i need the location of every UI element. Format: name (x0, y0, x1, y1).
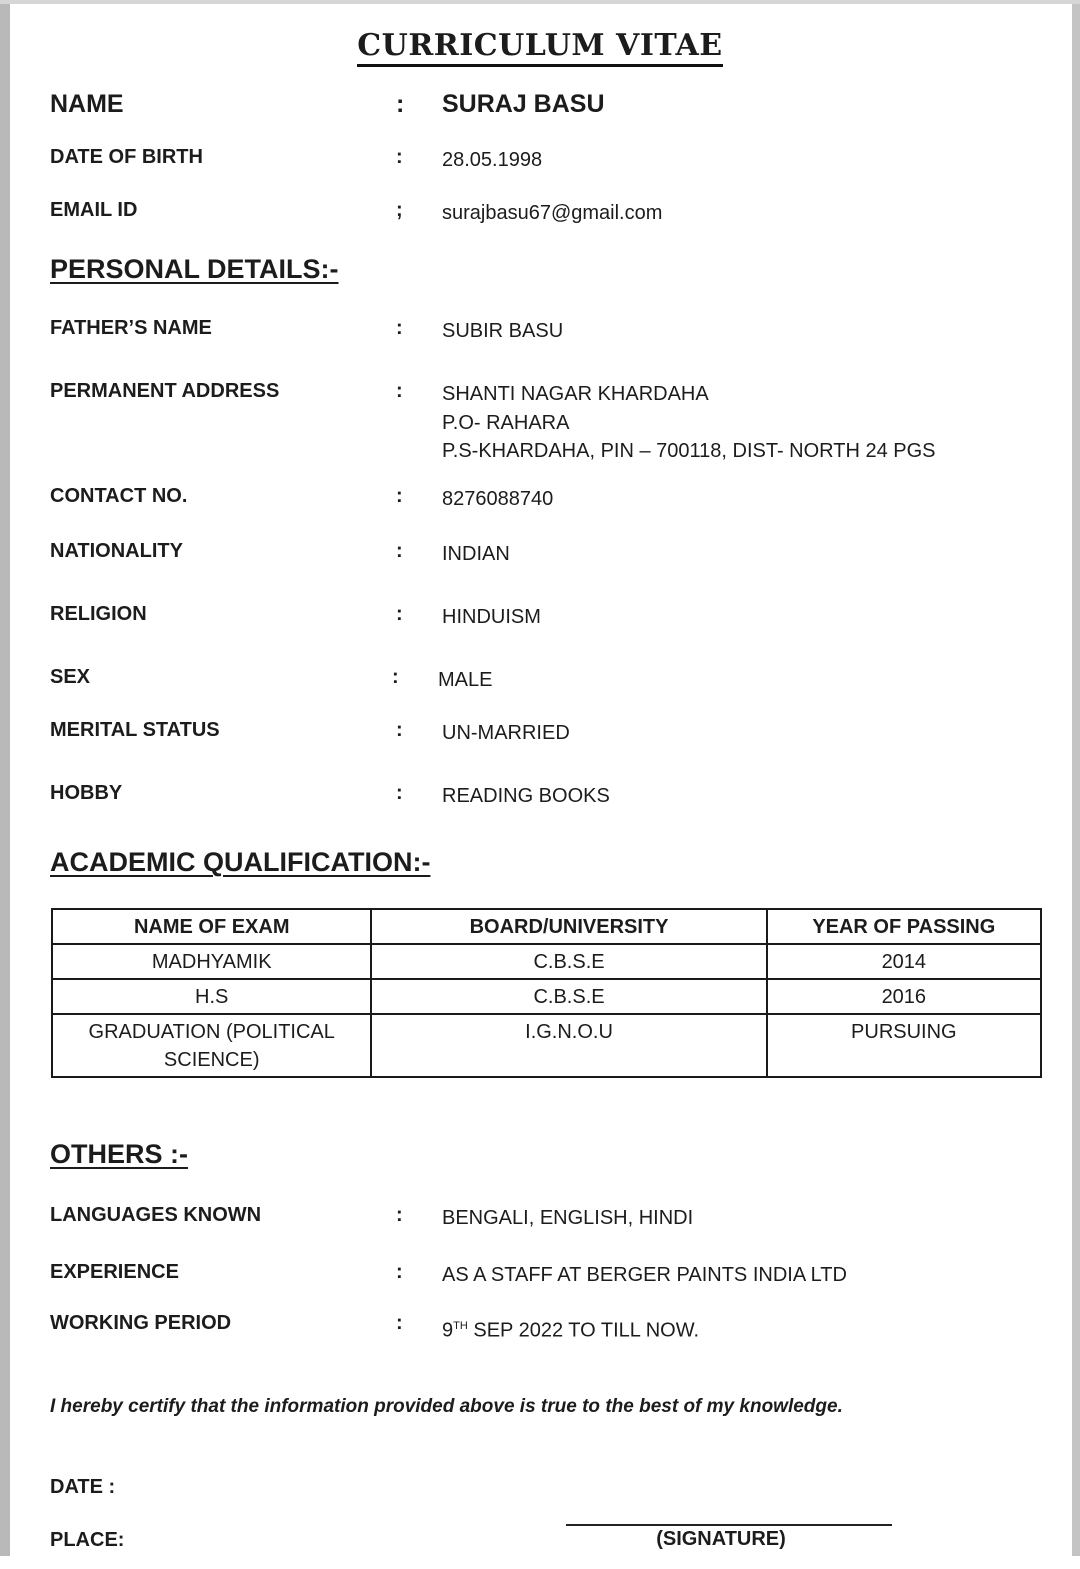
address-line-3: P.S-KHARDAHA, PIN – 700118, DIST- NORTH 24 PGS (442, 440, 936, 462)
year-cell: PURSUING (767, 1014, 1041, 1077)
languages-row (50, 1204, 1050, 1244)
contact-label: CONTACT NO. (50, 485, 188, 507)
academic-table (51, 908, 1042, 1078)
experience-label: EXPERIENCE (50, 1261, 179, 1283)
address-line-1: SHANTI NAGAR KHARDAHA (442, 383, 709, 405)
father-name-row (50, 317, 1050, 357)
page-border-left (0, 0, 10, 1556)
hobby-label: HOBBY (50, 782, 123, 804)
religion-separator: : (396, 603, 403, 625)
name-separator: : (396, 90, 405, 118)
board-cell: C.B.S.E (371, 944, 766, 979)
name-row (50, 90, 1050, 130)
place-row (50, 1529, 1050, 1569)
address-line-2: P.O- RAHARA (442, 412, 570, 434)
academic-heading: ACADEMIC QUALIFICATION:- (50, 847, 431, 877)
marital-status-value: UN-MARRIED (442, 722, 570, 744)
languages-separator: : (396, 1204, 403, 1226)
working-period-day: 9 (442, 1319, 454, 1342)
page-border-top (0, 0, 1080, 4)
father-name-label: FATHER’S NAME (50, 317, 212, 339)
sex-separator: : (392, 666, 399, 688)
experience-separator: : (396, 1261, 403, 1283)
working-period-separator: : (396, 1312, 403, 1334)
dob-value: 28.05.1998 (442, 149, 543, 171)
father-name-separator: : (396, 317, 403, 339)
marital-status-label: MERITAL STATUS (50, 719, 220, 741)
sex-value: MALE (438, 669, 493, 691)
place-label: PLACE: (50, 1529, 125, 1551)
page-border-right (1072, 0, 1080, 1556)
sex-label: SEX (50, 666, 91, 688)
nationality-row (50, 540, 1050, 580)
working-period-value (442, 1312, 699, 1345)
nationality-value: INDIAN (442, 543, 510, 565)
working-period-label: WORKING PERIOD (50, 1312, 232, 1334)
dob-separator: : (396, 146, 403, 168)
signature-label: (SIGNATURE) (656, 1528, 786, 1550)
contact-value: 8276088740 (442, 488, 554, 510)
table-row (52, 1014, 1041, 1077)
board-cell: I.G.N.O.U (371, 1014, 766, 1077)
sex-row (50, 666, 1050, 706)
document-title: CURRICULUM VITAE (0, 28, 1080, 63)
languages-label: LANGUAGES KNOWN (50, 1204, 262, 1226)
declaration-text: I hereby certify that the information provided above is true to the best of my knowledge. (50, 1396, 843, 1417)
exam-cell: H.S (52, 979, 371, 1014)
nationality-label: NATIONALITY (50, 540, 183, 562)
year-cell: 2014 (767, 944, 1041, 979)
date-label: DATE : (50, 1476, 116, 1498)
email-value: surajbasu67@gmail.com (442, 202, 663, 224)
table-row (52, 979, 1041, 1014)
others-heading: OTHERS :- (50, 1139, 188, 1169)
hobby-row (50, 782, 1050, 822)
name-label: NAME (50, 90, 124, 118)
signature-line (566, 1524, 892, 1526)
date-row (50, 1476, 1050, 1516)
email-separator: ; (396, 199, 403, 221)
exam-cell: MADHYAMIK (52, 944, 371, 979)
table-header-row (52, 909, 1041, 944)
experience-row (50, 1261, 1050, 1301)
hobby-value: READING BOOKS (442, 785, 610, 807)
hobby-separator: : (396, 782, 403, 804)
working-period-row (50, 1312, 1050, 1352)
working-period-suffix: TH (453, 1320, 468, 1332)
contact-separator: : (396, 485, 403, 507)
board-cell: C.B.S.E (371, 979, 766, 1014)
column-header: YEAR OF PASSING (767, 909, 1041, 944)
working-period-rest: SEP 2022 TO TILL NOW. (467, 1319, 700, 1342)
column-header: BOARD/UNIVERSITY (371, 909, 766, 944)
year-cell: 2016 (767, 979, 1041, 1014)
table-row (52, 944, 1041, 979)
email-label: EMAIL ID (50, 199, 138, 221)
address-row (50, 380, 1050, 470)
contact-row (50, 485, 1050, 525)
exam-cell: GRADUATION (POLITICAL SCIENCE) (52, 1014, 371, 1077)
religion-label: RELIGION (50, 603, 147, 625)
personal-details-heading: PERSONAL DETAILS:- (50, 254, 339, 284)
email-row (50, 199, 1050, 239)
nationality-separator: : (396, 540, 403, 562)
column-header: NAME OF EXAM (52, 909, 371, 944)
religion-value: HINDUISM (442, 606, 541, 628)
languages-value: BENGALI, ENGLISH, HINDI (442, 1207, 694, 1229)
address-separator: : (396, 380, 403, 402)
dob-label: DATE OF BIRTH (50, 146, 203, 168)
dob-row (50, 146, 1050, 186)
father-name-value: SUBIR BASU (442, 320, 564, 342)
address-label: PERMANENT ADDRESS (50, 380, 280, 402)
experience-value: AS A STAFF AT BERGER PAINTS INDIA LTD (442, 1264, 847, 1286)
marital-status-row (50, 719, 1050, 759)
marital-status-separator: : (396, 719, 403, 741)
religion-row (50, 603, 1050, 643)
name-value: SURAJ BASU (442, 90, 605, 118)
